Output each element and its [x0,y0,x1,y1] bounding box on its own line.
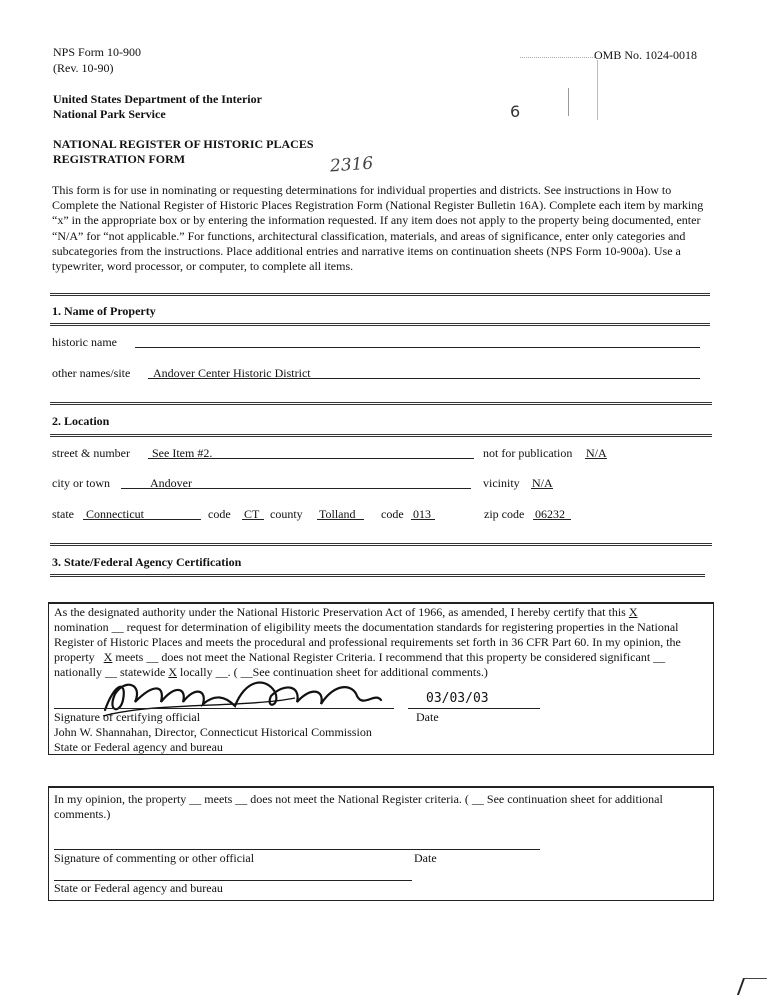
divider [50,574,705,577]
vicinity-value: N/A [532,476,553,490]
signature-label: Signature of certifying official [54,710,201,724]
opinion-line-1: In my opinion, the property __ meets __ does not meet the National Register criteria. ( __ See continuation sheet for additional [54,792,663,806]
section1-heading: 1. Name of Property [52,304,156,318]
nomination-checkmark: X [628,605,638,619]
zip-label: zip code [484,507,525,521]
statewide-checkmark: X [168,665,177,679]
signature-line [54,708,394,709]
official-name: John W. Shannahan, Director, Connecticut Historical Commission [54,725,372,739]
other-names-label: other names/site [52,366,131,380]
cert-line-2: nomination __ request for determination of eligibility meets the documentation standards for registering properties in the National [54,620,679,634]
agency-label: State or Federal agency and bureau [54,740,223,754]
comment-signature-line[interactable] [54,849,540,850]
form-subtitle: REGISTRATION FORM [53,152,186,166]
divider [50,434,712,437]
state-label: state [52,507,74,521]
historic-name-field[interactable] [135,333,700,348]
state-code-label: code [208,507,231,521]
certification-date-value: 03/03/03 [426,691,489,706]
street-label: street & number [52,446,130,460]
stamp-mark [568,88,569,116]
handwritten-reference: 2316 [329,153,374,177]
date-line [408,708,540,709]
county-value: Tolland [319,507,356,521]
scan-artifact [737,978,767,995]
stamp-edge [597,60,598,120]
form-title: NATIONAL REGISTER OF HISTORIC PLACES [53,137,314,151]
instructions-paragraph: This form is for use in nominating or requesting determinations for individual properties and districts. See instructions in How to Complete the National Register of Historic Places Registration Form (National Register Bulletin 16A). Complete each item by marking “x” in the appropriate box or by entering the information requested. If any item does not apply to the property being documented, enter “N/A” for “not applicable.” For functions, architectural classification, materials, and areas of significance, enter only categories and subcategories from the instructions. Place additional entries and narrative items on continuation sheets (NPS Form 10-900a). Use a typewriter, word processor, or computer, to complete all items. [52,183,704,274]
zip-value: 06232 [535,507,565,521]
street-value: See Item #2. [152,446,213,460]
date-label: Date [416,710,439,724]
service-name: National Park Service [53,107,166,121]
county-code-value: 013 [413,507,431,521]
cert-line-4-end: meets __ does not meet the National Register Criteria. I recommend that this property be considered significant __ [115,650,666,664]
section3-heading: 3. State/Federal Agency Certification [52,555,242,569]
not-for-publication-value: N/A [586,446,607,460]
other-names-value: Andover Center Historic District [153,366,311,380]
form-number: NPS Form 10-900 [53,45,142,59]
cert-line-4 [54,650,665,665]
county-label: county [270,507,303,521]
cert-line-3: Register of Historic Places and meets the procedural and professional requirements set forth in 36 CFR Part 60. In my opinion, the [54,635,681,649]
county-code-label: code [381,507,404,521]
cert-line-1-text: As the designated authority under the National Historic Preservation Act of 1966, as amended, I hereby certify that this [54,605,626,619]
not-for-publication-label: not for publication [483,446,573,460]
opinion-line-2: comments.) [54,807,111,821]
omb-number: OMB No. 1024-0018 [594,48,698,62]
divider [50,323,710,326]
handwritten-page-number: 6 [510,102,521,121]
comment-agency-label: State or Federal agency and bureau [54,881,223,895]
historic-name-label: historic name [52,335,117,349]
form-revision: (Rev. 10-90) [53,61,114,75]
city-value: Andover [150,476,192,490]
divider [50,293,710,296]
cert-line-1 [54,605,638,620]
state-value: Connecticut [86,507,144,521]
divider [50,402,712,405]
section2-heading: 2. Location [52,414,110,428]
meets-checkmark: X [103,650,113,664]
state-code-value: CT [244,507,260,521]
cert-line-5-start: nationally __ statewide [54,665,166,679]
omb-dotted-line [520,57,595,58]
cert-line-4-start: property [54,650,95,664]
city-label: city or town [52,476,110,490]
divider [50,543,712,546]
department-name: United States Department of the Interior [53,92,262,106]
cert-line-5-end: locally __. ( __See continuation sheet for additional comments.) [179,665,488,679]
vicinity-label: vicinity [483,476,520,490]
comment-signature-label: Signature of commenting or other official [54,851,255,865]
comment-date-label: Date [414,851,437,865]
